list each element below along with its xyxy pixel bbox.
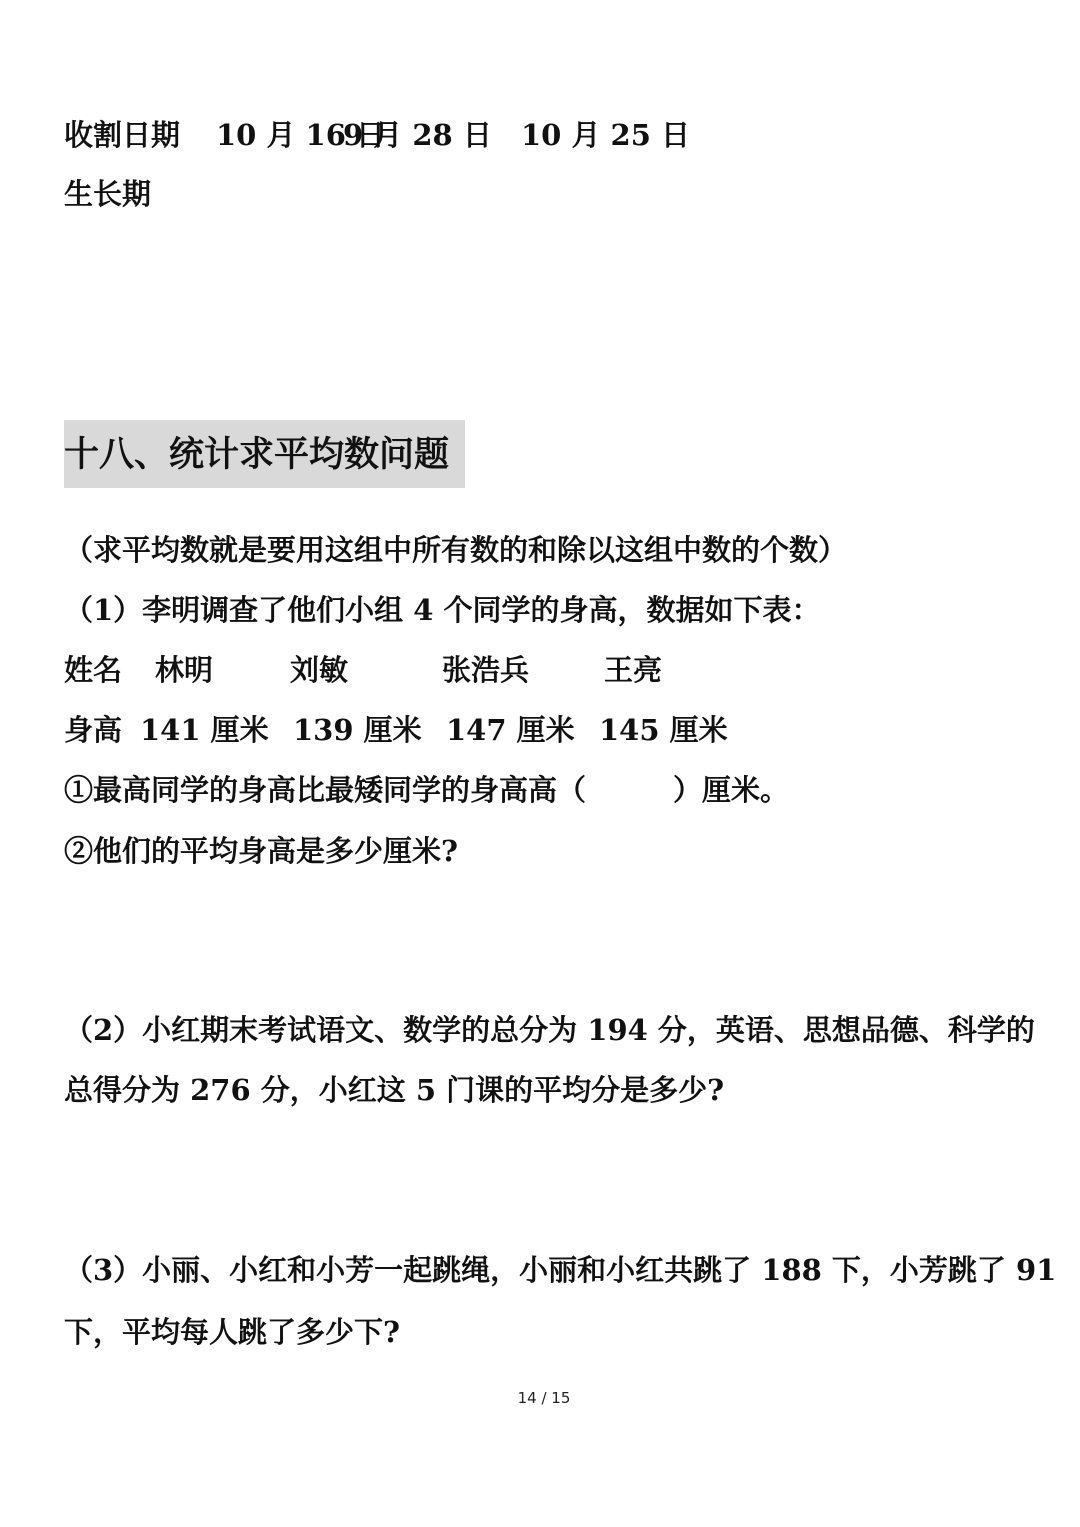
student-name: 刘敏 bbox=[290, 653, 349, 687]
problem-1-question-2: ②他们的平均身高是多少厘米? bbox=[64, 834, 458, 868]
problem-2-line-1: （2）小红期末考试语文、数学的总分为 194 分，英语、思想品德、科学的 bbox=[64, 1013, 1035, 1047]
problem-1-question-1: ①最高同学的身高比最矮同学的身高高（ ）厘米。 bbox=[64, 773, 790, 807]
growth-period-label: 生长期 bbox=[64, 177, 152, 211]
student-name: 林明 bbox=[155, 653, 214, 687]
student-name: 王亮 bbox=[604, 653, 663, 687]
problem-1-intro: （1）李明调查了他们小组 4 个同学的身高，数据如下表： bbox=[64, 593, 821, 627]
student-height: 139 厘米 bbox=[293, 713, 422, 747]
name-row-label: 姓名 bbox=[64, 653, 123, 687]
problem-2-line-2: 总得分为 276 分，小红这 5 门课的平均分是多少? bbox=[64, 1073, 725, 1107]
harvest-date-value: 10 月 16 日 bbox=[216, 118, 386, 152]
harvest-date-label: 收割日期 bbox=[64, 118, 181, 152]
section-heading: 十八、统计求平均数问题 bbox=[64, 434, 450, 475]
harvest-date-value: 10 月 25 日 bbox=[521, 118, 691, 152]
height-row-label: 身高 bbox=[64, 713, 123, 747]
student-name: 张浩兵 bbox=[442, 653, 530, 687]
student-height: 141 厘米 bbox=[140, 713, 269, 747]
page-number: 14 / 15 bbox=[517, 1389, 571, 1407]
problem-3-line-1: （3）小丽、小红和小芳一起跳绳，小丽和小红共跳了 188 下，小芳跳了 91 bbox=[64, 1253, 1057, 1287]
harvest-date-value: 9 月 28 日 bbox=[343, 118, 492, 152]
section-note: （求平均数就是要用这组中所有数的和除以这组中数的个数） bbox=[64, 533, 848, 567]
student-height: 147 厘米 bbox=[446, 713, 575, 747]
problem-3-line-2: 下，平均每人跳了多少下? bbox=[64, 1315, 400, 1349]
student-height: 145 厘米 bbox=[599, 713, 728, 747]
